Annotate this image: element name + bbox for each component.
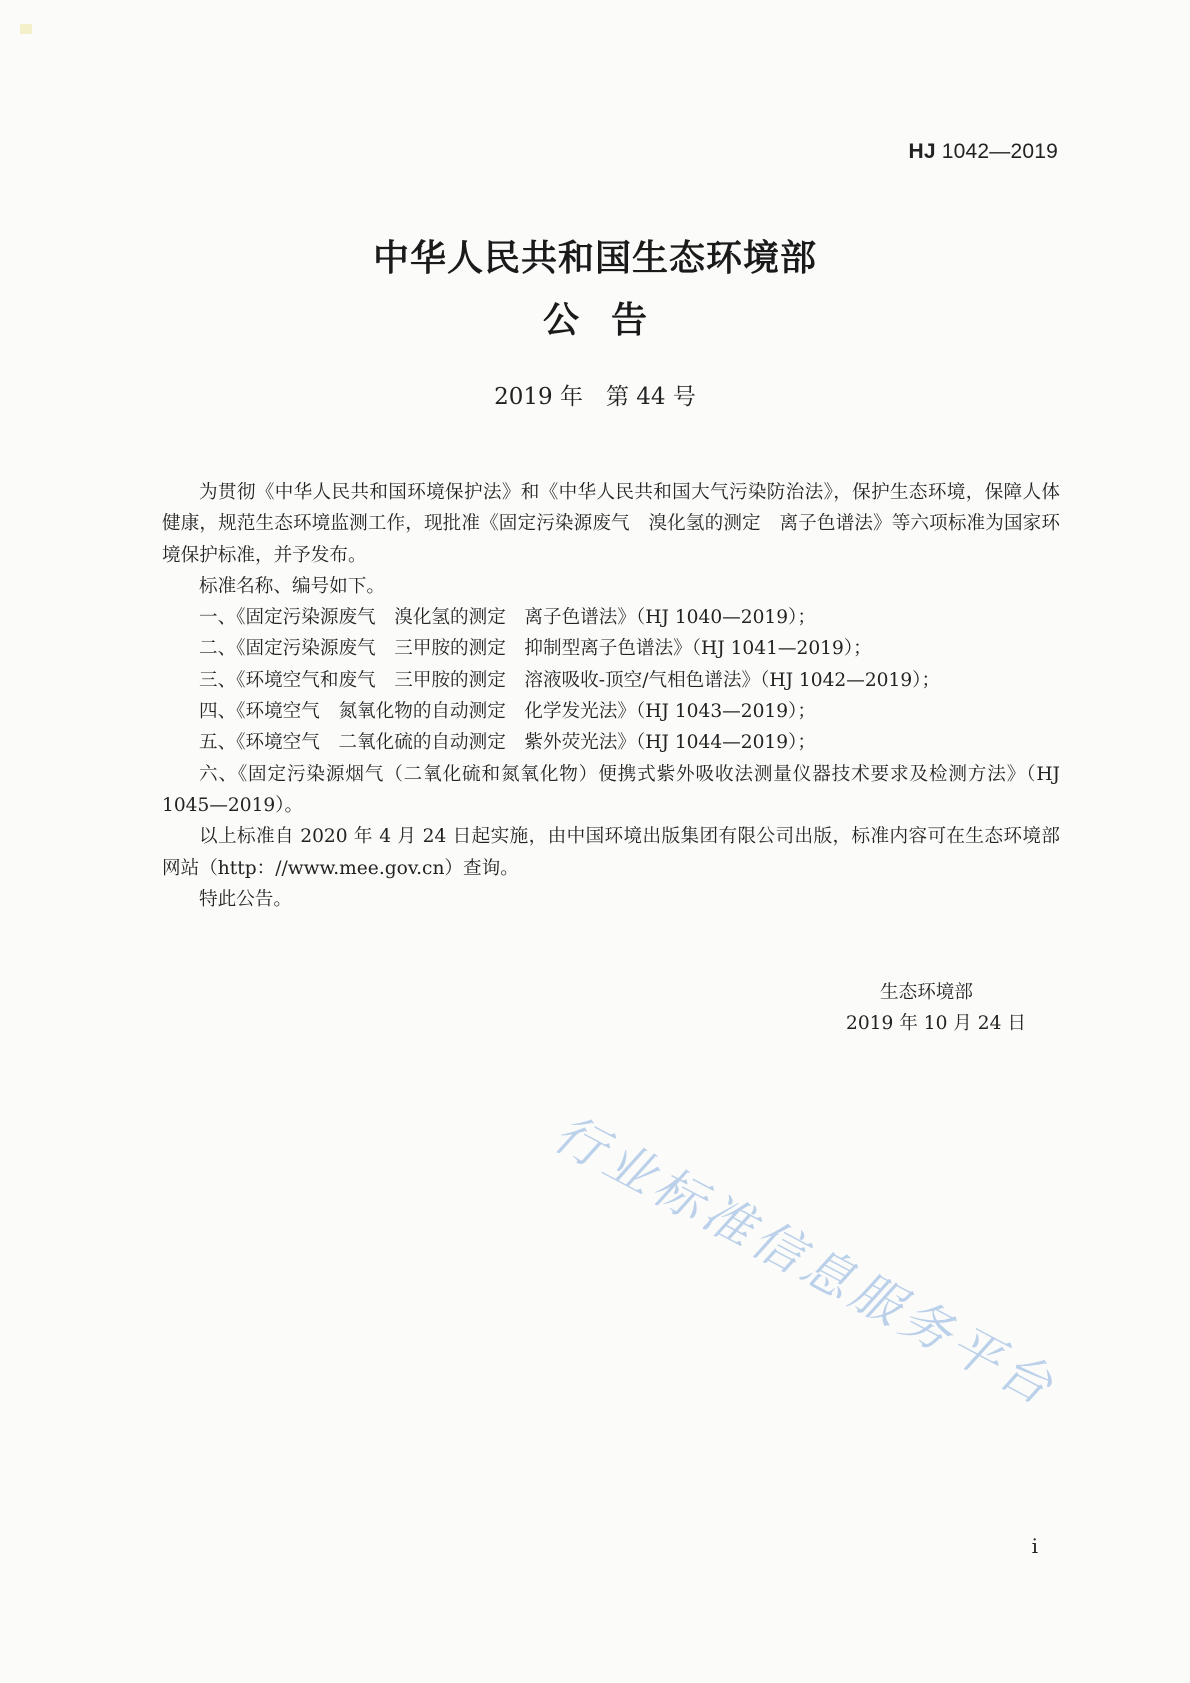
standard-code <box>908 140 1058 164</box>
standard-item: 二、《固定污染源废气 三甲胺的测定 抑制型离子色谱法》（HJ 1041—2019）； <box>199 638 872 660</box>
standard-item: 一、《固定污染源废气 溴化氢的测定 离子色谱法》（HJ 1040—2019）； <box>199 607 816 629</box>
standard-item: 五、《环境空气 二氧化硫的自动测定 紫外荧光法》（HJ 1044—2019）； <box>199 732 816 754</box>
standard-prefix: HJ <box>908 140 936 163</box>
announcement-body <box>162 477 1060 915</box>
intro-paragraph: 为贯彻《中华人民共和国环境保护法》和《中华人民共和国大气污染防治法》，保护生态环境，保障人体健康，规范生态环境监测工作，现批准《固定污染源废气 溴化氢的测定 离子色谱法》等六项标准为国家环境保护标准，并予发布。 <box>162 482 1060 566</box>
signature-date: 2019 年 10 月 24 日 <box>846 1013 1026 1034</box>
standard-number: 1042—2019 <box>935 140 1058 163</box>
issue-number: 2019 年 第 44 号 <box>494 384 696 410</box>
standard-item: 四、《环境空气 氮氧化物的自动测定 化学发光法》（HJ 1043—2019）； <box>199 701 816 723</box>
closing-line: 特此公告。 <box>199 888 292 910</box>
announcement-title: 公告 <box>542 300 679 341</box>
list-heading: 标准名称、编号如下。 <box>199 575 385 597</box>
issuer-title: 中华人民共和国生态环境部 <box>372 238 817 279</box>
page-number: i <box>1031 1534 1038 1558</box>
implementation-paragraph: 以上标准自 2020 年 4 月 24 日起实施，由中国环境出版集团有限公司出版，标准内容可在生态环境部网站（http：//www.mee.gov.cn）查询。 <box>162 826 1060 879</box>
signature-organization: 生态环境部 <box>880 982 973 1003</box>
standard-item: 三、《环境空气和废气 三甲胺的测定 溶液吸收-顶空/气相色谱法》（HJ 1042—2019）； <box>199 669 941 691</box>
standard-item: 六、《固定污染源烟气（二氧化硫和氮氧化物）便携式紫外吸收法测量仪器技术要求及检测方法》（HJ 1045—2019）。 <box>162 763 1060 816</box>
watermark: 行业标准信息服务平台 <box>544 1103 1067 1419</box>
scan-artifact <box>20 24 32 34</box>
